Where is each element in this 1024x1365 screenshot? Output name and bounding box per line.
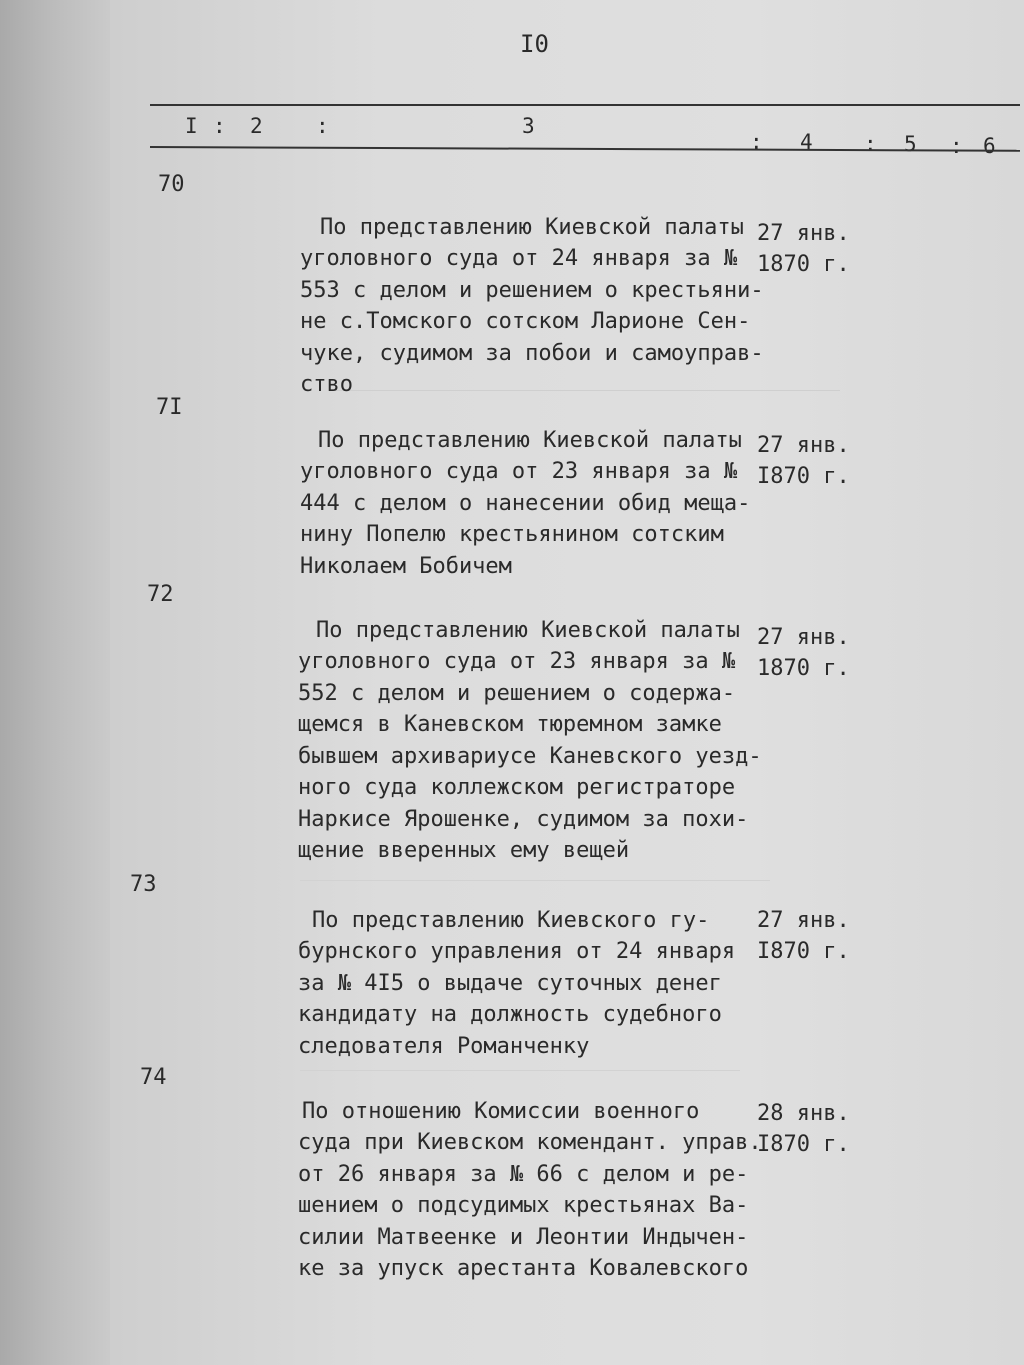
text-line: бурнского управления от 24 января <box>298 939 736 964</box>
date-line: 1870 г. <box>757 656 850 681</box>
text-line: не с.Томского сотском Ларионе Сен- <box>300 309 751 334</box>
entry-number: 7I <box>156 395 183 420</box>
text-line: По отношению Комиссии военного <box>302 1098 700 1124</box>
column-header: 6 <box>983 134 996 158</box>
entry-date <box>757 398 850 524</box>
text-line: ного суда коллежском регистраторе <box>298 775 736 800</box>
column-header: 4 <box>800 130 813 154</box>
column-header: 5 <box>904 132 917 156</box>
column-separator: : <box>213 114 226 138</box>
entry-number: 70 <box>158 172 185 197</box>
column-separator: : <box>864 132 877 156</box>
text-line: бывшем архивариусе Каневского уезд- <box>298 743 762 769</box>
text-line: силии Матвеенке и Леонтии Индычен- <box>298 1224 749 1250</box>
column-header: 2 <box>250 114 263 138</box>
entry-description <box>298 1064 768 1316</box>
date-line: I870 г. <box>757 1132 850 1157</box>
text-line: 553 с делом и решением о крестьяни- <box>300 277 764 303</box>
text-line: ство <box>300 372 353 397</box>
column-header: 3 <box>522 114 535 138</box>
column-header: I <box>185 114 198 138</box>
book-binding <box>0 0 120 1365</box>
page-number: I0 <box>520 30 549 58</box>
date-line: 1870 г. <box>757 252 850 277</box>
text-line: По представлению Киевской палаты <box>316 617 740 643</box>
text-line: нину Попелю крестьянином сотским <box>300 522 724 547</box>
entry-date <box>757 873 850 999</box>
text-line: уголовного суда от 23 января за № <box>300 459 738 484</box>
text-line: щемся в Каневском тюремном замке <box>298 712 722 737</box>
entry-number: 73 <box>130 872 157 897</box>
column-separator: : <box>750 130 763 154</box>
text-line: По представлению Киевской палаты <box>320 214 744 240</box>
text-line: По представлению Киевской палаты <box>318 427 742 453</box>
text-line: 444 с делом о нанесении обид меща- <box>300 490 751 516</box>
text-line: Наркисе Ярошенке, судимом за похи- <box>298 806 749 832</box>
entry-date <box>757 1066 850 1192</box>
entry-description <box>300 393 770 614</box>
header-top-rule <box>150 104 1020 106</box>
entry-description <box>298 583 768 898</box>
text-line: Николаем Бобичем <box>300 553 512 579</box>
date-line: I870 г. <box>757 939 850 964</box>
column-separator: : <box>316 114 329 138</box>
entry-description <box>298 873 768 1094</box>
entry-date <box>757 186 850 312</box>
entry-number: 72 <box>147 582 174 607</box>
entry-date <box>757 590 850 716</box>
date-line: 28 янв. <box>757 1100 850 1126</box>
text-line: уголовного суда от 24 января за № <box>300 246 738 271</box>
date-line: 27 янв. <box>757 432 850 458</box>
entry-number: 74 <box>140 1065 167 1090</box>
date-line: I870 г. <box>757 464 850 489</box>
text-line: щение вверенных ему вещей <box>298 838 630 863</box>
text-line: ке за упуск арестанта Ковалевского <box>298 1256 749 1281</box>
text-line: от 26 января за № 66 с делом и ре- <box>298 1161 749 1187</box>
date-line: 27 янв. <box>757 907 850 933</box>
text-line: следователя Романченку <box>298 1033 590 1059</box>
text-line: суда при Киевском комендант. управ. <box>298 1130 762 1155</box>
text-line: шением о подсудимых крестьянах Ва- <box>298 1193 749 1218</box>
text-line: уголовного суда от 23 января за № <box>298 649 736 674</box>
column-separator: : <box>950 134 963 158</box>
text-line: 552 с делом и решением о содержа- <box>298 680 736 706</box>
text-line: чуке, судимом за побои и самоуправ- <box>300 340 764 366</box>
date-line: 27 янв. <box>757 220 850 246</box>
text-line: за № 4I5 о выдаче суточных денег <box>298 970 722 996</box>
date-line: 27 янв. <box>757 624 850 650</box>
text-line: кандидату на должность судебного <box>298 1002 722 1027</box>
text-line: По представлению Киевского гу- <box>312 907 710 933</box>
